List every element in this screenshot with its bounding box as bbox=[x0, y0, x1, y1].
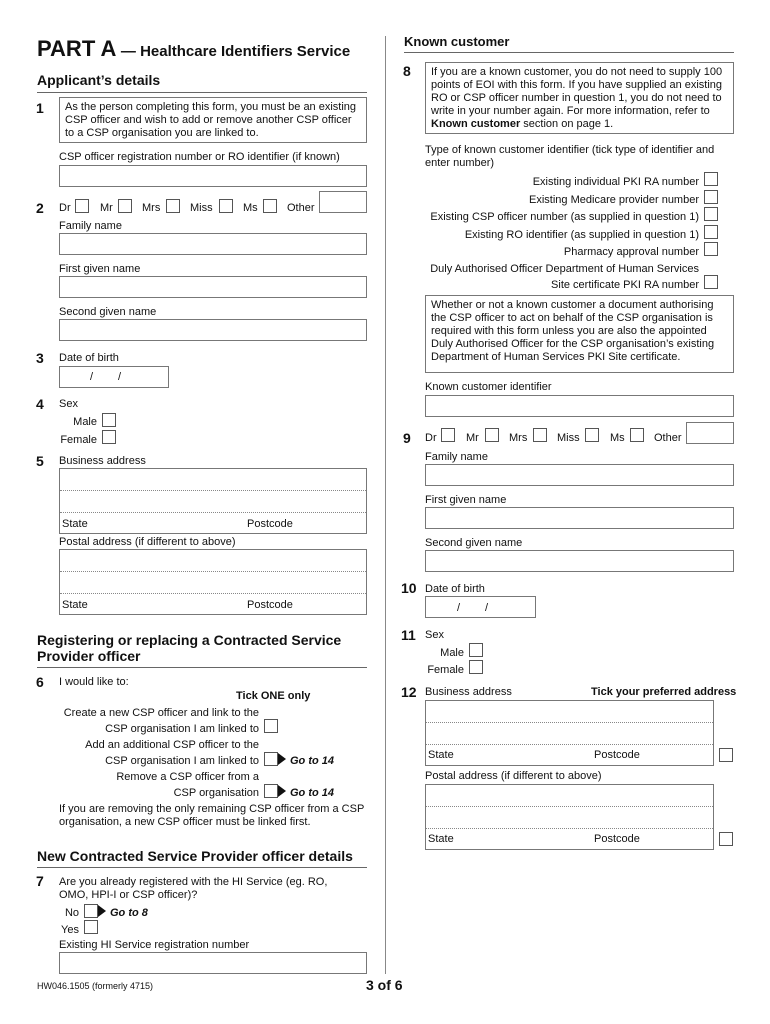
title-miss-label: Miss bbox=[190, 202, 213, 214]
q9-title-other-label: Other bbox=[654, 432, 682, 444]
existing-hi-label: Existing HI Service registration number bbox=[59, 939, 250, 951]
q12-postal-address-label: Postal address (if different to above) bbox=[425, 770, 602, 782]
q8-info-bold: Known customer bbox=[431, 118, 521, 130]
title-mrs-checkbox[interactable] bbox=[166, 199, 180, 213]
q9-first-given-name-label: First given name bbox=[425, 494, 507, 506]
q7-yes-checkbox[interactable] bbox=[84, 920, 98, 934]
q11-number: 11 bbox=[401, 627, 416, 643]
q11-sex-label: Sex bbox=[425, 629, 444, 641]
sex-label: Sex bbox=[59, 398, 78, 410]
type-duly-label-line2: Site certificate PKI RA number bbox=[551, 279, 699, 291]
q9-title-miss-label: Miss bbox=[557, 432, 580, 444]
q7-yes-label: Yes bbox=[61, 924, 79, 936]
q1-label: CSP officer registration number or RO identifier (if known) bbox=[59, 151, 340, 163]
q5-number: 5 bbox=[36, 453, 44, 469]
identifier-type-label: Type of known customer identifier (tick type of identifier and enter number) bbox=[425, 144, 715, 169]
type-duly-checkbox[interactable] bbox=[704, 275, 718, 289]
option-create-line1: Create a new CSP officer and link to the bbox=[63, 707, 259, 719]
business-address-label: Business address bbox=[59, 455, 146, 467]
title-miss-checkbox[interactable] bbox=[219, 199, 233, 213]
q9-title-miss-checkbox[interactable] bbox=[585, 428, 599, 442]
type-pki-checkbox[interactable] bbox=[704, 172, 718, 186]
q11-female-checkbox[interactable] bbox=[469, 660, 483, 674]
q9-second-given-name-label: Second given name bbox=[425, 537, 523, 549]
divider bbox=[37, 867, 367, 868]
arrow-right-icon bbox=[278, 753, 286, 765]
q9-title-mrs-label: Mrs bbox=[509, 432, 528, 444]
first-given-name-label: First given name bbox=[59, 263, 141, 275]
address-line bbox=[60, 490, 366, 491]
title-other-input[interactable] bbox=[319, 191, 367, 213]
q1-info-box: As the person completing this form, you must be an existing CSP officer and wish to add or remove another CSP officer to a CSP organisation you are linked to. bbox=[59, 97, 367, 143]
divider bbox=[37, 92, 367, 93]
page-number: 3 of 6 bbox=[366, 977, 403, 993]
column-divider bbox=[385, 36, 386, 974]
second-given-name-label: Second given name bbox=[59, 306, 157, 318]
applicant-heading: Applicant’s details bbox=[37, 72, 161, 88]
type-ro-label: Existing RO identifier (as supplied in question 1) bbox=[464, 229, 699, 241]
known-customer-identifier-input[interactable] bbox=[425, 395, 734, 417]
part-label: PART A bbox=[37, 36, 117, 61]
go-to-14-instruction: Go to 14 bbox=[290, 755, 335, 767]
option-add-line1: Add an additional CSP officer to the bbox=[85, 739, 259, 751]
address-line bbox=[426, 744, 713, 745]
preferred-postal-address-checkbox[interactable] bbox=[719, 832, 733, 846]
sex-female-checkbox[interactable] bbox=[102, 430, 116, 444]
q10-number: 10 bbox=[401, 580, 417, 596]
type-pharmacy-checkbox[interactable] bbox=[704, 242, 718, 256]
csp-officer-number-input[interactable] bbox=[59, 165, 367, 187]
new-officer-heading: New Contracted Service Provider officer details bbox=[37, 848, 353, 864]
address-line bbox=[60, 571, 366, 572]
q6-label: I would like to: bbox=[59, 676, 129, 688]
page-title bbox=[37, 36, 350, 62]
type-pki-label: Existing individual PKI RA number bbox=[532, 176, 699, 188]
q8-info-text: If you are a known customer, you do not need to supply 100 points of EOI with this form. If you have supplied an existing RO or CSP officer number in question 1, you do not need to write in your number again. For more information, refer to bbox=[431, 66, 723, 117]
title-dr-checkbox[interactable] bbox=[75, 199, 89, 213]
first-given-name-input[interactable] bbox=[59, 276, 367, 298]
option-create-line2: CSP organisation I am linked to bbox=[105, 723, 259, 735]
divider bbox=[404, 52, 734, 53]
option-add-checkbox[interactable] bbox=[264, 752, 278, 766]
q12-business-postcode-label: Postcode bbox=[594, 749, 640, 761]
q9-title-dr-checkbox[interactable] bbox=[441, 428, 455, 442]
q9-title-other-input[interactable] bbox=[686, 422, 734, 444]
type-medicare-checkbox[interactable] bbox=[704, 190, 718, 204]
type-medicare-label: Existing Medicare provider number bbox=[529, 194, 699, 206]
family-name-input[interactable] bbox=[59, 233, 367, 255]
dob-separator: / bbox=[118, 371, 122, 383]
q4-number: 4 bbox=[36, 396, 44, 412]
option-remove-line1: Remove a CSP officer from a bbox=[116, 771, 259, 783]
q10-dob-input[interactable] bbox=[425, 596, 536, 618]
dob-separator: / bbox=[485, 602, 489, 614]
q9-family-name-input[interactable] bbox=[425, 464, 734, 486]
tick-one-instruction: Tick ONE only bbox=[236, 690, 311, 702]
q12-number: 12 bbox=[401, 684, 417, 700]
type-csp-checkbox[interactable] bbox=[704, 207, 718, 221]
divider bbox=[37, 667, 367, 668]
q9-title-ms-label: Ms bbox=[610, 432, 625, 444]
address-line bbox=[60, 593, 366, 594]
q9-second-given-name-input[interactable] bbox=[425, 550, 734, 572]
q11-male-checkbox[interactable] bbox=[469, 643, 483, 657]
type-pharmacy-label: Pharmacy approval number bbox=[563, 246, 699, 258]
preferred-address-instruction: Tick your preferred address bbox=[591, 686, 737, 698]
business-postcode-label: Postcode bbox=[247, 518, 293, 530]
dob-label: Date of birth bbox=[59, 352, 119, 364]
q7-no-label: No bbox=[64, 907, 79, 919]
q7-no-checkbox[interactable] bbox=[84, 904, 98, 918]
type-csp-label: Existing CSP officer number (as supplied in question 1) bbox=[430, 211, 699, 223]
q2-number: 2 bbox=[36, 200, 44, 216]
sex-female-label: Female bbox=[60, 434, 97, 446]
postal-address-input[interactable] bbox=[59, 549, 367, 615]
option-add-line2: CSP organisation I am linked to bbox=[105, 755, 259, 767]
dob-separator: / bbox=[90, 371, 94, 383]
q9-number: 9 bbox=[403, 430, 411, 446]
q7-number: 7 bbox=[36, 873, 44, 889]
q9-title-mr-checkbox[interactable] bbox=[485, 428, 499, 442]
address-line bbox=[426, 806, 713, 807]
business-state-label: State bbox=[62, 518, 88, 530]
q8-info-box bbox=[425, 62, 734, 134]
register-heading-line1: Registering or replacing a Contracted Service bbox=[37, 632, 342, 648]
q9-title-mrs-checkbox[interactable] bbox=[533, 428, 547, 442]
title-mr-label: Mr bbox=[100, 202, 113, 214]
title-dr-label: Dr bbox=[59, 202, 71, 214]
q3-number: 3 bbox=[36, 350, 44, 366]
part-title: — Healthcare Identifiers Service bbox=[120, 43, 351, 60]
type-duly-label-line1: Duly Authorised Officer Department of Human Services bbox=[430, 263, 699, 275]
sex-male-label: Male bbox=[73, 416, 97, 428]
q1-number: 1 bbox=[36, 100, 44, 116]
option-remove-checkbox[interactable] bbox=[264, 784, 278, 798]
postal-state-label: State bbox=[62, 599, 88, 611]
q12-business-state-label: State bbox=[428, 749, 454, 761]
q7-label: Are you already registered with the HI Service (eg. RO, OMO, HPI-I or CSP officer)? bbox=[59, 876, 328, 901]
title-ms-checkbox[interactable] bbox=[263, 199, 277, 213]
q10-dob-label: Date of birth bbox=[425, 583, 485, 595]
title-mr-checkbox[interactable] bbox=[118, 199, 132, 213]
register-heading-line2: Provider officer bbox=[37, 648, 141, 664]
address-line bbox=[60, 512, 366, 513]
q6-note: If you are removing the only remaining CSP officer from a CSP organisation, a new CSP officer must be linked first. bbox=[59, 803, 365, 828]
family-name-label: Family name bbox=[59, 220, 122, 232]
go-to-14-instruction: Go to 14 bbox=[290, 787, 335, 799]
go-to-8-instruction: Go to 8 bbox=[110, 907, 148, 919]
postal-address-label: Postal address (if different to above) bbox=[59, 536, 236, 548]
q8-number: 8 bbox=[403, 63, 411, 79]
q12-postal-state-label: State bbox=[428, 833, 454, 845]
title-other-label: Other bbox=[287, 202, 315, 214]
address-line bbox=[426, 722, 713, 723]
sex-male-checkbox[interactable] bbox=[102, 413, 116, 427]
q9-title-ms-checkbox[interactable] bbox=[630, 428, 644, 442]
dob-separator: / bbox=[457, 602, 461, 614]
q12-postal-address-input[interactable] bbox=[425, 784, 714, 850]
q8-note-box: Whether or not a known customer a document authorising the CSP officer to act on behalf of the CSP organisation is required with this form unless you are also the appointed Duly Authorised Officer for the CSP organisation’s existing Department of Human Services PKI Site certificate. bbox=[425, 295, 734, 373]
q12-business-address-input[interactable] bbox=[425, 700, 714, 766]
business-address-input[interactable] bbox=[59, 468, 367, 534]
form-code: HW046.1505 (formerly 4715) bbox=[37, 981, 154, 991]
address-line bbox=[426, 828, 713, 829]
existing-hi-number-input[interactable] bbox=[59, 952, 367, 974]
q9-first-given-name-input[interactable] bbox=[425, 507, 734, 529]
q9-title-dr-label: Dr bbox=[425, 432, 437, 444]
q12-postal-postcode-label: Postcode bbox=[594, 833, 640, 845]
preferred-business-address-checkbox[interactable] bbox=[719, 748, 733, 762]
type-ro-checkbox[interactable] bbox=[704, 225, 718, 239]
q9-title-mr-label: Mr bbox=[466, 432, 479, 444]
dob-input[interactable] bbox=[59, 366, 169, 388]
q11-male-label: Male bbox=[440, 647, 464, 659]
title-mrs-label: Mrs bbox=[142, 202, 161, 214]
q8-info-tail: section on page 1. bbox=[520, 118, 614, 130]
q12-business-address-label: Business address bbox=[425, 686, 512, 698]
postal-postcode-label: Postcode bbox=[247, 599, 293, 611]
arrow-right-icon bbox=[98, 905, 106, 917]
known-customer-heading: Known customer bbox=[404, 34, 510, 49]
option-remove-line2: CSP organisation bbox=[173, 787, 259, 799]
second-given-name-input[interactable] bbox=[59, 319, 367, 341]
arrow-right-icon bbox=[278, 785, 286, 797]
option-create-checkbox[interactable] bbox=[264, 719, 278, 733]
q11-female-label: Female bbox=[427, 664, 464, 676]
known-customer-identifier-label: Known customer identifier bbox=[425, 381, 552, 393]
q6-number: 6 bbox=[36, 674, 44, 690]
q9-family-name-label: Family name bbox=[425, 451, 488, 463]
title-ms-label: Ms bbox=[243, 202, 258, 214]
